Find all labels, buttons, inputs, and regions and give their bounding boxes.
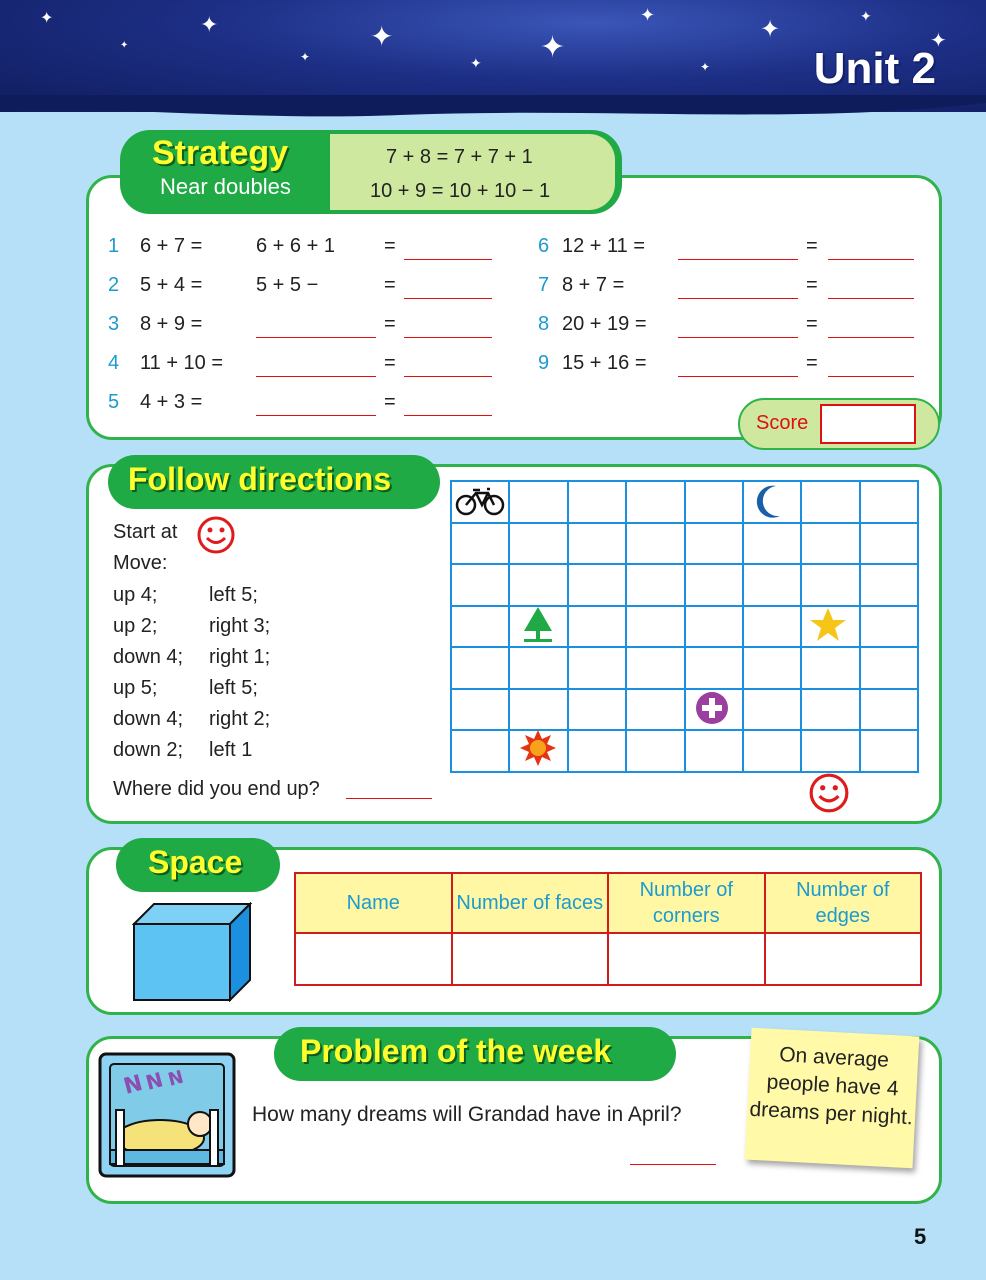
star-sparkle-icon: ✦ (760, 16, 781, 43)
table-header-row (295, 873, 921, 933)
grid-cell (508, 480, 568, 524)
item-question: 8 + 7 = (562, 274, 625, 296)
table-header: Number of corners (608, 873, 765, 933)
sleeping-grandad-icon (96, 1050, 238, 1180)
item-number: 4 (108, 352, 120, 374)
item-question: 11 + 10 = (140, 352, 224, 374)
table-header: Number of faces (452, 873, 609, 933)
star-sparkle-icon: ✦ (200, 12, 219, 37)
grid-cell (450, 522, 510, 566)
space-tab (116, 838, 280, 892)
score-box (738, 398, 940, 450)
equals-sign: = (806, 274, 818, 296)
list-item (108, 274, 508, 304)
star-icon (808, 606, 848, 644)
grid-cell (625, 563, 685, 607)
grid-cell (567, 729, 627, 773)
move-row (113, 615, 271, 638)
item-question: 15 + 16 = (562, 352, 647, 374)
equals-sign: = (806, 235, 818, 257)
star-sparkle-icon: ✦ (120, 40, 129, 51)
grid-cell (684, 563, 744, 607)
move-vertical: up 4; (113, 584, 158, 606)
unit-title: Unit 2 (813, 44, 936, 93)
answer-blank[interactable] (404, 391, 492, 416)
move-vertical: down 4; (113, 646, 184, 668)
item-number: 3 (108, 313, 120, 335)
move-horizontal: right 2; (209, 708, 271, 730)
item-step: 5 + 5 − (256, 274, 319, 296)
item-question: 5 + 4 = (140, 274, 203, 296)
grid-cell (742, 688, 802, 732)
equals-sign: = (384, 274, 396, 296)
grid-cell (508, 522, 568, 566)
list-item (108, 391, 508, 421)
strategy-example-1: 7 + 8 = 7 + 7 + 1 (386, 146, 533, 168)
grid-cell (859, 729, 919, 773)
grid-cell (450, 688, 510, 732)
cube-icon (132, 902, 252, 1002)
star-sparkle-icon: ✦ (40, 10, 54, 27)
item-step: 6 + 6 + 1 (256, 235, 335, 257)
cross-icon (694, 690, 730, 726)
answer-blank[interactable] (828, 313, 914, 338)
space-table (294, 872, 922, 986)
star-sparkle-icon: ✦ (300, 50, 311, 64)
table-row (295, 933, 921, 985)
step-blank[interactable] (678, 352, 798, 377)
grid-cell (859, 522, 919, 566)
table-cell[interactable] (765, 933, 922, 985)
equals-sign: = (384, 391, 396, 413)
move-vertical: up 5; (113, 677, 158, 699)
grid-cell (567, 688, 627, 732)
star-sparkle-icon: ✦ (700, 60, 711, 74)
list-item (538, 235, 918, 265)
moon-icon (754, 484, 786, 520)
star-sparkle-icon: ✦ (930, 30, 947, 52)
smiley-icon (808, 772, 850, 814)
grid-cell (684, 480, 744, 524)
move-horizontal: left 5; (209, 584, 258, 606)
move-row (113, 708, 271, 731)
answer-blank[interactable] (404, 352, 492, 377)
grid-cell (742, 729, 802, 773)
grid-cell (508, 646, 568, 690)
list-item (108, 352, 508, 382)
grid-cell (450, 563, 510, 607)
step-blank[interactable] (678, 274, 798, 299)
equals-sign: = (806, 352, 818, 374)
svg-text:N: N (121, 1070, 146, 1100)
item-number: 2 (108, 274, 120, 296)
grid-cell (800, 688, 860, 732)
score-input[interactable] (820, 404, 916, 444)
equals-sign: = (384, 235, 396, 257)
table-cell[interactable] (452, 933, 609, 985)
strategy-tab (120, 130, 622, 214)
move-vertical: up 2; (113, 615, 158, 637)
star-sparkle-icon: ✦ (470, 55, 482, 71)
list-item (108, 313, 508, 343)
grid-cell (508, 688, 568, 732)
list-item (538, 313, 918, 343)
item-number: 1 (108, 235, 120, 257)
step-blank[interactable] (256, 352, 376, 377)
grid-cell (800, 563, 860, 607)
item-number: 5 (108, 391, 120, 413)
grid-cell (800, 646, 860, 690)
move-vertical: down 2; (113, 739, 184, 761)
move-vertical: down 4; (113, 708, 184, 730)
item-question: 4 + 3 = (140, 391, 203, 413)
step-blank[interactable] (256, 391, 376, 416)
grid-cell (567, 563, 627, 607)
answer-blank[interactable] (828, 352, 914, 377)
sun-icon (519, 729, 557, 767)
item-number: 9 (538, 352, 550, 374)
grid-cell (567, 605, 627, 649)
sticky-note: On average people have 4 dreams per night. (745, 1028, 920, 1169)
problem-tab (274, 1027, 676, 1081)
move-row (113, 646, 271, 669)
start-label: Start at (113, 521, 178, 543)
answer-blank[interactable] (404, 235, 492, 260)
list-item (538, 274, 918, 304)
star-sparkle-icon: ✦ (370, 21, 394, 52)
space-title: Space (148, 844, 243, 880)
grid-cell (684, 729, 744, 773)
equals-sign: = (806, 313, 818, 335)
grid-cell (742, 646, 802, 690)
grid-cell (859, 605, 919, 649)
answer-blank[interactable] (404, 313, 492, 338)
svg-text:N: N (143, 1067, 166, 1095)
move-horizontal: left 1 (209, 739, 253, 761)
table-cell[interactable] (608, 933, 765, 985)
table-header: Name (295, 873, 452, 933)
grid-cell (625, 729, 685, 773)
move-horizontal: right 1; (209, 646, 271, 668)
grid-cell (625, 480, 685, 524)
grid-cell (450, 729, 510, 773)
grid-cell (450, 646, 510, 690)
answer-blank[interactable] (404, 274, 492, 299)
item-question: 20 + 19 = (562, 313, 647, 335)
tree-icon (520, 605, 556, 645)
item-number: 8 (538, 313, 550, 335)
grid-cell (567, 522, 627, 566)
answer-blank[interactable] (828, 274, 914, 299)
table-header: Number of edges (765, 873, 922, 933)
move-row (113, 677, 258, 700)
page-number: 5 (914, 1224, 927, 1249)
item-number: 6 (538, 235, 550, 257)
star-sparkle-icon: ✦ (860, 8, 872, 24)
grid-cell (625, 646, 685, 690)
table-cell[interactable] (295, 933, 452, 985)
grid-cell (625, 688, 685, 732)
star-sparkle-icon: ✦ (640, 5, 656, 25)
list-item (538, 352, 918, 382)
problem-question: How many dreams will Grandad have in April? (252, 1103, 682, 1126)
strategy-subtitle: Near doubles (160, 174, 291, 199)
directions-title: Follow directions (128, 461, 392, 497)
strategy-examples-box (330, 134, 615, 210)
grid-cell (684, 522, 744, 566)
move-row (113, 739, 253, 762)
svg-text:N: N (165, 1066, 186, 1091)
list-item (108, 235, 508, 265)
grid-cell (859, 646, 919, 690)
item-question: 8 + 9 = (140, 313, 203, 335)
grid-cell (684, 646, 744, 690)
grid-cell (625, 522, 685, 566)
grid-cell (567, 480, 627, 524)
grid-cell (567, 646, 627, 690)
grid-cell (508, 563, 568, 607)
star-sparkle-icon: ✦ (540, 31, 566, 64)
strategy-title: Strategy (152, 134, 289, 172)
problem-title: Problem of the week (300, 1033, 612, 1069)
move-label: Move: (113, 552, 168, 574)
grid-cell (684, 605, 744, 649)
step-blank[interactable] (256, 313, 376, 338)
strategy-example-2: 10 + 9 = 10 + 10 − 1 (370, 180, 551, 202)
grid-cell (450, 605, 510, 649)
grid-cell (859, 688, 919, 732)
move-row (113, 584, 258, 607)
move-horizontal: left 5; (209, 677, 258, 699)
item-number: 7 (538, 274, 550, 296)
grid-cell (742, 522, 802, 566)
equals-sign: = (384, 313, 396, 335)
equals-sign: = (384, 352, 396, 374)
answer-blank[interactable] (828, 235, 914, 260)
item-question: 12 + 11 = (562, 235, 646, 257)
grid-cell (625, 605, 685, 649)
grid-cell (859, 480, 919, 524)
score-label: Score (756, 412, 809, 434)
step-blank[interactable] (678, 313, 798, 338)
grid-cell (742, 605, 802, 649)
smiley-icon (196, 515, 236, 555)
answer-blank[interactable] (630, 1140, 716, 1165)
grid-cell (859, 563, 919, 607)
directions-tab (108, 455, 440, 509)
grid-cell (800, 729, 860, 773)
step-blank[interactable] (678, 235, 798, 260)
bicycle-icon (454, 485, 506, 517)
grid-cell (800, 480, 860, 524)
grid-cell (742, 563, 802, 607)
end-question: Where did you end up? (113, 778, 320, 800)
answer-blank[interactable] (346, 774, 432, 799)
grid-cell (800, 522, 860, 566)
item-question: 6 + 7 = (140, 235, 203, 257)
header-wave (0, 95, 986, 125)
move-horizontal: right 3; (209, 615, 271, 637)
